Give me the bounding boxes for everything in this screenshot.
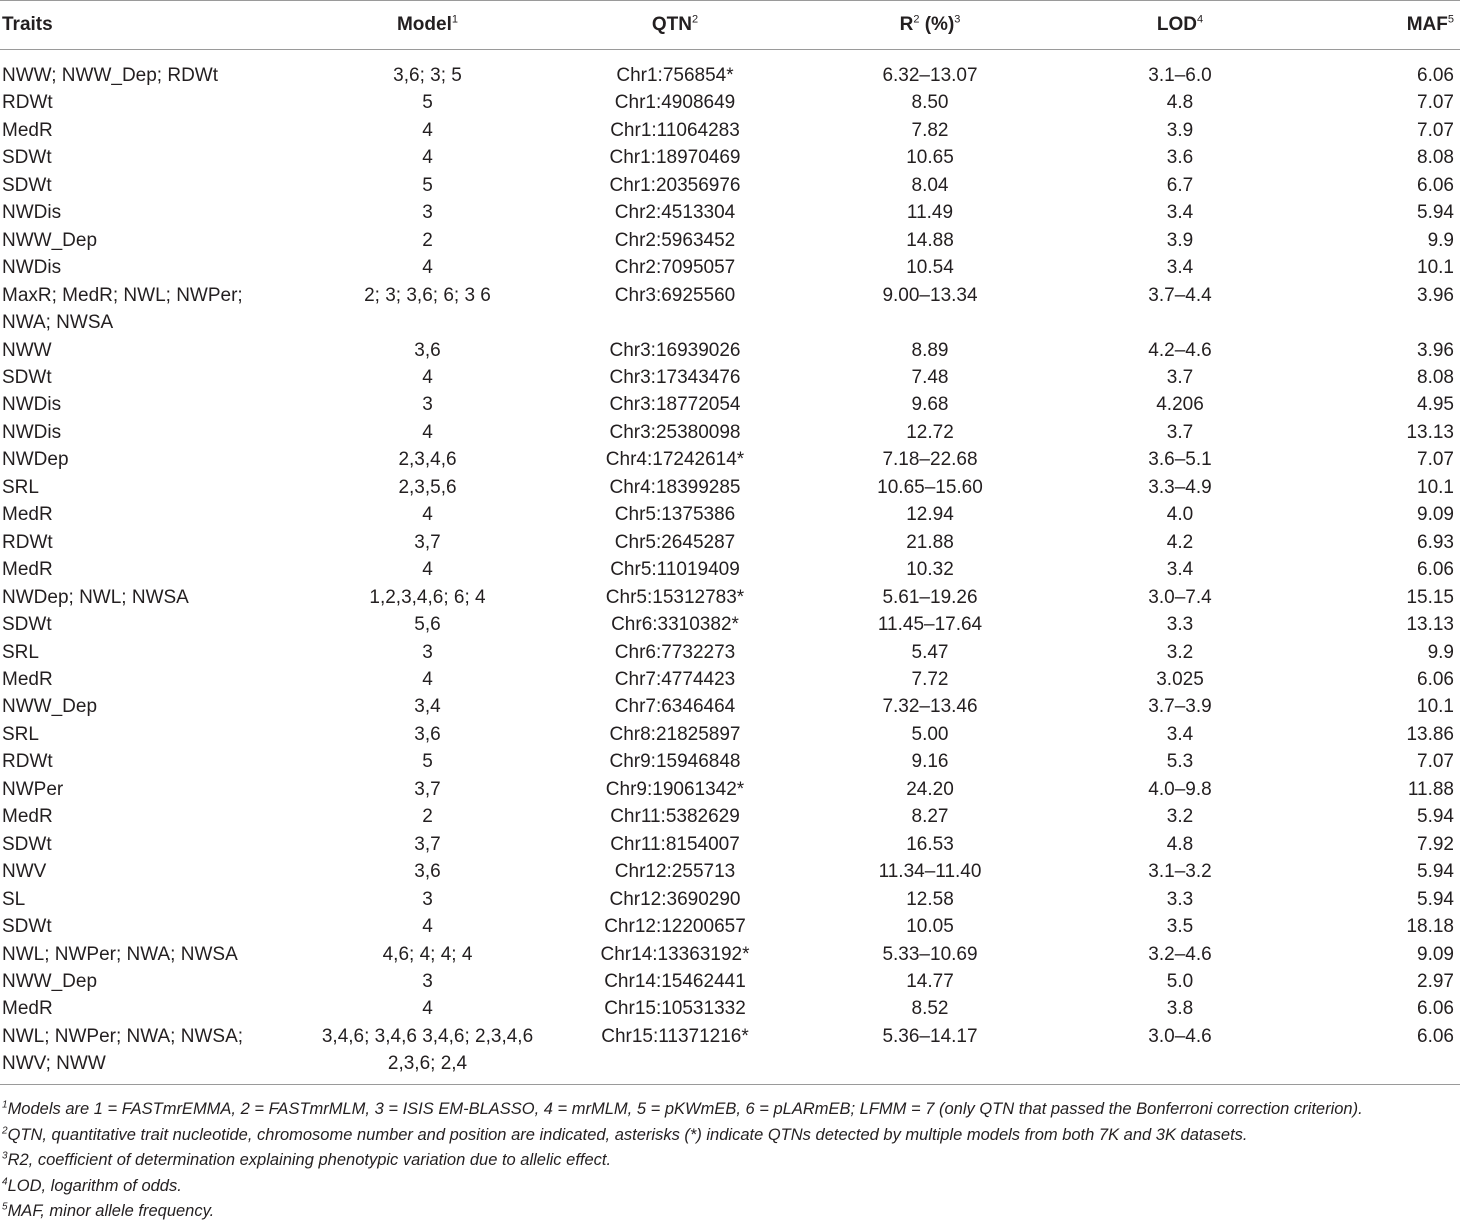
cell-maf: 3.96 [1417,284,1454,306]
cell-qtn: Chr3:16939026 [609,339,741,361]
table-row [0,337,1460,364]
cell-lod: 3.0–4.6 [1148,1025,1212,1047]
table-row [0,117,1460,144]
table-row [0,968,1460,995]
table-row [0,913,1460,940]
cell-traits: NWW_Dep [2,229,98,251]
cell-maf: 5.94 [1417,861,1454,883]
table-row [0,693,1460,720]
cell-traits: SDWt [2,174,52,196]
cell-qtn: Chr5:2645287 [614,531,736,553]
cell-model: 3,7 [414,778,441,800]
cell-r2: 5.61–19.26 [882,586,978,608]
cell-qtn: Chr4:18399285 [609,476,741,498]
cell-model: 4 [422,916,433,938]
cell-qtn: Chr6:3310382* [611,614,739,636]
cell-traits: NWPer [2,778,64,800]
cell-r2: 5.00 [911,723,949,745]
cell-maf: 3.96 [1417,339,1454,361]
cell-traits: SL [2,888,26,910]
footnotes [2,1097,1458,1225]
cell-maf: 6.06 [1417,668,1454,690]
cell-traits: SRL [2,641,39,663]
cell-maf: 9.09 [1417,504,1454,526]
table-row [0,776,1460,803]
table-row [0,886,1460,913]
cell-qtn: Chr4:17242614* [605,449,745,471]
cell-model: 4 [422,257,433,279]
cell-traits: NWDis [2,257,62,279]
cell-maf: 13.86 [1406,723,1454,745]
cell-r2: 6.32–13.07 [882,65,978,86]
cell-maf: 2.97 [1417,970,1454,992]
cell-model: 4 [422,998,433,1020]
cell-maf: 6.06 [1417,174,1454,196]
table-row [0,199,1460,226]
cell-lod: 3.2 [1166,641,1194,663]
cell-r2: 5.36–14.17 [882,1025,978,1047]
cell-maf: 11.88 [1407,778,1454,800]
table-row [0,144,1460,171]
table-row [0,858,1460,885]
cell-qtn: Chr12:255713 [614,861,736,883]
cell-r2: 7.82 [911,119,949,141]
cell-model: 3 [422,394,433,416]
cell-qtn: Chr3:25380098 [609,421,741,443]
cell-lod: 3.7–4.4 [1148,284,1212,306]
cell-traits: SDWt [2,366,52,388]
table-row [0,584,1460,611]
cell-traits: SDWt [2,916,52,938]
cell-model: 4 [422,119,433,141]
table-row [0,941,1460,968]
cell-r2: 10.65–15.60 [877,476,983,498]
cell-qtn: Chr2:7095057 [614,257,736,279]
cell-maf: 13.13 [1406,421,1454,443]
header-maf: MAF$^5$ [1406,13,1454,35]
table-row [0,391,1460,418]
cell-model: 3,6 [414,339,441,361]
cell-maf: 7.07 [1417,751,1454,773]
cell-maf: 6.06 [1417,65,1454,86]
cell-maf: 10.1 [1417,476,1454,498]
cell-qtn: Chr14:13363192* [600,943,750,965]
cell-traits: NWDep; NWL; NWSA [2,586,189,608]
cell-qtn: Chr1:756854* [616,65,734,86]
cell-r2: 14.88 [906,229,954,251]
cell-model: 3,7 [414,531,441,553]
cell-model: 4,6; 4; 4; 4 [382,943,473,965]
cell-lod: 4.0–9.8 [1148,778,1212,800]
cell-lod: 3.4 [1166,559,1194,581]
cell-model: 2 [422,806,433,828]
cell-r2: 7.72 [911,668,949,690]
cell-maf: 7.92 [1417,833,1454,855]
cell-model: 5 [422,751,433,773]
header-row [0,1,1460,50]
cell-qtn: Chr3:17343476 [609,366,741,388]
cell-model: 5,6 [414,614,441,636]
cell-lod: 3.4 [1166,257,1194,279]
cell-traits: NWL; NWPer; NWA; NWSA [2,943,238,965]
cell-lod: 6.7 [1166,174,1194,196]
cell-lod: 3.4 [1166,202,1194,224]
cell-maf: 6.06 [1417,998,1454,1020]
cell-qtn: Chr12:12200657 [604,916,746,938]
cell-r2: 9.00–13.34 [882,284,978,306]
cell-traits: RDWt [2,531,53,553]
cell-traits: RDWt [2,92,53,114]
cell-r2: 5.33–10.69 [882,943,978,965]
cell-model: 2,3,4,6 [398,449,457,471]
cell-lod: 3.025 [1156,668,1204,690]
table-row [0,89,1460,116]
cell-r2: 8.04 [911,174,949,196]
cell-r2: 10.05 [906,916,954,938]
cell-r2: 11.34–11.40 [878,861,982,883]
cell-model: 4 [422,147,433,169]
cell-r2: 21.88 [906,531,954,553]
cell-traits: NWDis [2,394,62,416]
cell-qtn: Chr8:21825897 [609,723,741,745]
cell-lod: 3.9 [1166,119,1194,141]
cell-lod: 3.3 [1166,888,1194,910]
cell-qtn: Chr3:6925560 [614,284,736,306]
table-row [0,995,1460,1022]
table-row [0,227,1460,254]
table-row [0,666,1460,693]
cell-qtn: Chr15:11371216* [601,1025,749,1047]
cell-qtn: Chr14:15462441 [604,970,746,992]
cell-traits: NWL; NWPer; NWA; NWSA; NWV; NWW [2,1025,244,1075]
cell-traits: NWW_Dep [2,970,98,992]
cell-lod: 4.8 [1166,833,1194,855]
cell-qtn: Chr11:5382629 [610,806,740,828]
cell-traits: MedR [2,806,53,828]
cell-traits: MedR [2,559,53,581]
cell-traits: NWV [2,861,47,883]
cell-traits: MedR [2,668,53,690]
cell-qtn: Chr12:3690290 [609,888,741,910]
table-row [0,419,1460,446]
cell-r2: 11.49 [906,202,954,224]
cell-r2: 7.32–13.46 [882,696,978,718]
footnote: $^2$QTN, quantitative trait nucleotide, chromosome number and position are indicated, asterisks (*) indicate QTNs detected by multiple models from both 7K and 3K datasets. [2,1125,1248,1144]
cell-traits: NWW; NWW_Dep; RDWt [2,65,219,86]
cell-qtn: Chr7:6346464 [614,696,736,718]
cell-model: 3 [422,888,433,910]
cell-qtn: Chr5:1375386 [614,504,736,526]
header-lod: LOD$^4$ [1156,13,1204,35]
cell-maf: 8.08 [1417,366,1454,388]
header-qtn: QTN$^2$ [651,13,699,35]
cell-lod: 3.5 [1166,916,1194,938]
cell-model: 4 [422,504,433,526]
cell-qtn: Chr5:11019409 [610,559,740,581]
table-row [0,446,1460,473]
cell-r2: 10.54 [906,257,954,279]
cell-lod: 3.7 [1166,421,1194,443]
cell-lod: 3.0–7.4 [1148,586,1212,608]
cell-qtn: Chr1:11064283 [610,119,740,141]
cell-traits: SDWt [2,147,52,169]
cell-traits: SDWt [2,833,52,855]
cell-maf: 8.08 [1417,147,1454,169]
cell-model: 4 [422,559,433,581]
cell-lod: 3.3–4.9 [1148,476,1212,498]
cell-maf: 15.15 [1406,586,1454,608]
cell-qtn: Chr6:7732273 [614,641,736,663]
table-row [0,639,1460,666]
cell-model: 5 [422,174,433,196]
cell-maf: 10.1 [1417,257,1454,279]
cell-r2: 16.53 [906,833,954,855]
cell-qtn: Chr15:10531332 [604,998,746,1020]
cell-traits: MaxR; MedR; NWL; NWPer; NWA; NWSA [2,284,243,334]
table-row [0,364,1460,391]
cell-maf: 7.07 [1417,92,1454,114]
cell-qtn: Chr7:4774423 [614,668,736,690]
table-row [0,831,1460,858]
cell-model: 4 [422,668,433,690]
cell-lod: 3.1–3.2 [1148,861,1212,883]
cell-lod: 3.6 [1166,147,1194,169]
cell-model: 4 [422,421,433,443]
table-row [0,748,1460,775]
footnote: $^1$Models are 1 = FASTmrEMMA, 2 = FASTmrMLM, 3 = ISIS EM-BLASSO, 4 = mrMLM, 5 = pKWmEB, 6 = pLARmEB; LFMM = 7 (only QTN that passed the Bonferroni correction criterion). [2,1099,1363,1118]
cell-r2: 11.45–17.64 [877,614,983,636]
cell-r2: 12.58 [906,888,954,910]
cell-maf: 10.1 [1417,696,1454,718]
cell-maf: 6.06 [1417,559,1454,581]
table-body [0,50,1460,1085]
cell-maf: 7.07 [1417,449,1454,471]
table-row [0,254,1460,281]
cell-model: 3 [422,970,433,992]
cell-r2: 24.20 [906,778,954,800]
cell-lod: 3.2–4.6 [1148,943,1212,965]
table-row [0,803,1460,830]
cell-traits: RDWt [2,751,53,773]
table-row [0,556,1460,583]
table-row [0,474,1460,501]
cell-model: 3,7 [414,833,441,855]
cell-lod: 3.4 [1166,723,1194,745]
cell-qtn: Chr2:5963452 [614,229,736,251]
cell-traits: SRL [2,723,39,745]
cell-qtn: Chr9:19061342* [605,778,745,800]
header-r2: $R^2$ (%)$^3$ [899,13,961,35]
cell-lod: 4.206 [1156,394,1204,416]
cell-traits: SDWt [2,614,52,636]
cell-r2: 10.65 [906,147,954,169]
header-traits: Traits [2,14,53,35]
cell-lod: 4.8 [1166,92,1194,114]
cell-lod: 4.2 [1166,531,1194,553]
cell-model: 3,4,6; 3,4,6 3,4,6; 2,3,4,6 2,3,6; 2,4 [321,1025,534,1075]
footnote: $^5$MAF, minor allele frequency. [2,1201,215,1220]
table-row [0,1023,1460,1084]
cell-lod: 5.0 [1166,970,1194,992]
cell-model: 3 [422,202,433,224]
cell-r2: 10.32 [906,559,954,581]
cell-lod: 3.9 [1166,229,1194,251]
cell-r2: 12.94 [906,504,954,526]
table-row [0,282,1460,337]
cell-lod: 4.2–4.6 [1148,339,1212,361]
cell-model: 3,4 [414,696,441,718]
cell-traits: MedR [2,504,53,526]
cell-traits: NWDis [2,421,62,443]
cell-maf: 7.07 [1417,119,1454,141]
cell-maf: 5.94 [1417,888,1454,910]
cell-maf: 5.94 [1417,806,1454,828]
cell-r2: 5.47 [911,641,949,663]
cell-maf: 9.09 [1417,943,1454,965]
cell-qtn: Chr1:4908649 [614,92,736,114]
cell-lod: 3.7–3.9 [1148,696,1212,718]
cell-r2: 9.68 [911,394,949,416]
cell-r2: 12.72 [906,421,954,443]
cell-model: 3,6 [414,723,441,745]
cell-qtn: Chr1:18970469 [609,147,741,169]
cell-model: 3,6 [414,861,441,883]
table-header [0,1,1460,50]
header-model: Model$^1$ [396,13,458,35]
cell-r2: 9.16 [911,751,949,773]
cell-qtn: Chr5:15312783* [605,586,745,608]
cell-lod: 4.0 [1166,504,1194,526]
cell-lod: 5.3 [1166,751,1194,773]
cell-model: 5 [422,92,433,114]
cell-traits: NWDis [2,202,62,224]
cell-model: 1,2,3,4,6; 6; 4 [369,586,486,608]
cell-lod: 3.3 [1166,614,1194,636]
cell-model: 4 [422,366,433,388]
cell-r2: 7.18–22.68 [882,449,978,471]
footnote: $^3$R2, coefficient of determination explaining phenotypic variation due to allelic effect. [2,1150,612,1169]
cell-model: 2; 3; 3,6; 6; 3 6 [364,284,491,306]
cell-lod: 3.8 [1166,998,1194,1020]
cell-maf: 9.9 [1427,229,1454,251]
cell-traits: MedR [2,119,53,141]
cell-r2: 14.77 [906,970,954,992]
cell-qtn: Chr11:8154007 [610,833,740,855]
table-row [0,172,1460,199]
cell-r2: 8.89 [911,339,949,361]
cell-maf: 13.13 [1406,614,1454,636]
cell-model: 2,3,5,6 [398,476,457,498]
cell-model: 3,6; 3; 5 [393,65,462,86]
cell-model: 2 [422,229,433,251]
table-row [0,611,1460,638]
cell-traits: NWDep [2,449,69,471]
table-row [0,721,1460,748]
cell-lod: 3.2 [1166,806,1194,828]
cell-qtn: Chr3:18772054 [609,394,741,416]
cell-r2: 8.27 [911,806,949,828]
cell-maf: 18.18 [1406,916,1454,938]
cell-r2: 8.50 [911,92,949,114]
cell-maf: 6.93 [1417,531,1454,553]
cell-r2: 8.52 [911,998,949,1020]
table-row [0,50,1460,90]
cell-lod: 3.6–5.1 [1148,449,1212,471]
cell-traits: MedR [2,998,53,1020]
cell-model: 3 [422,641,433,663]
cell-r2: 7.48 [911,366,949,388]
cell-qtn: Chr1:20356976 [609,174,741,196]
cell-maf: 9.9 [1427,641,1454,663]
table-row [0,501,1460,528]
cell-maf: 4.95 [1417,394,1454,416]
cell-traits: NWW_Dep [2,696,98,718]
table-row [0,529,1460,556]
cell-maf: 5.94 [1417,202,1454,224]
cell-lod: 3.1–6.0 [1148,65,1212,86]
cell-traits: NWW [2,339,52,361]
footnote: $^4$LOD, logarithm of odds. [2,1176,182,1195]
cell-qtn: Chr9:15946848 [609,751,741,773]
cell-maf: 6.06 [1417,1025,1454,1047]
cell-lod: 3.7 [1166,366,1194,388]
cell-qtn: Chr2:4513304 [614,202,736,224]
cell-traits: SRL [2,476,39,498]
